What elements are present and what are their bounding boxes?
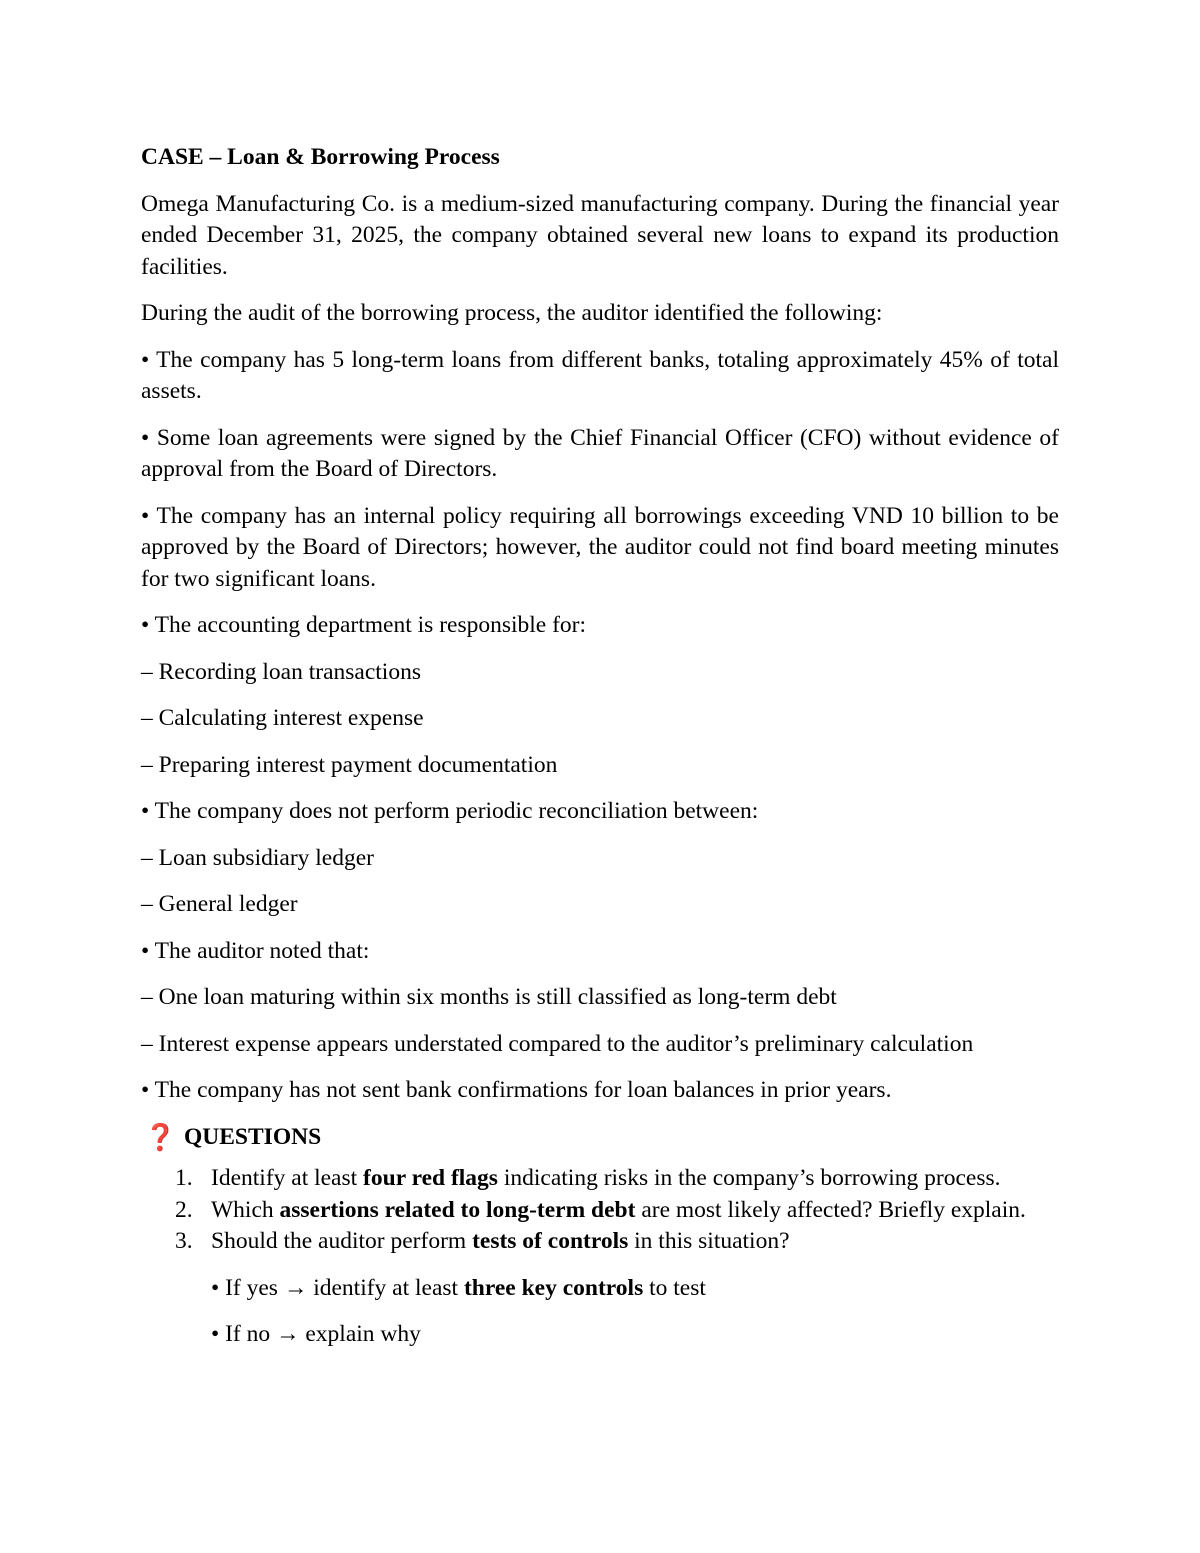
questions-heading-label: QUESTIONS [184, 1123, 322, 1150]
question-text: are most likely affected? Briefly explain. [635, 1196, 1026, 1223]
question-item [175, 1195, 1059, 1227]
finding-sub-item: – Interest expense appears understated compared to the auditor’s preliminary calculation [141, 1030, 974, 1057]
question-item [175, 1226, 1059, 1258]
if-yes-text: to test [643, 1274, 706, 1301]
question-text: in this situation? [628, 1228, 790, 1254]
finding-sub-item: – General ledger [141, 891, 298, 917]
intro-paragraph: Omega Manufacturing Co. is a medium-sized manufacturing company. During the financial year ended December 31, 2025, the company obtained several new loans to expand its production facilities. [141, 190, 1059, 280]
question-mark-icon: ❓ [144, 1122, 177, 1152]
questions-list [141, 1163, 1059, 1258]
question-emphasis: tests of controls [472, 1228, 629, 1254]
question-text: Should the auditor perform [211, 1228, 473, 1254]
question-number: 2. [175, 1196, 193, 1223]
if-yes-bullet [211, 1273, 1059, 1305]
finding-sub-item: – Calculating interest expense [141, 705, 424, 731]
question-text: Which [211, 1196, 280, 1223]
question-number: 1. [175, 1165, 193, 1191]
finding-sub-item: – Recording loan transactions [141, 658, 421, 685]
finding-bullet: • The auditor noted that: [141, 937, 370, 964]
if-no-bullet: • If no → explain why [211, 1321, 421, 1347]
finding-bullet: • The company has not sent bank confirmations for loan balances in prior years. [141, 1077, 892, 1103]
question-emphasis: assertions related to long-term debt [279, 1196, 636, 1223]
audit-lead-paragraph: During the audit of the borrowing process, the auditor identified the following: [141, 300, 883, 326]
finding-bullet: • The company has 5 long-term loans from different banks, totaling approximately 45% of total assets. [141, 346, 1059, 404]
case-title: CASE – Loan & Borrowing Process [141, 144, 500, 170]
document-page [141, 142, 1059, 1351]
finding-sub-item: – One loan maturing within six months is still classified as long-term debt [141, 984, 837, 1010]
question-item [175, 1163, 1059, 1195]
finding-bullet: • The company does not perform periodic reconciliation between: [141, 798, 759, 824]
if-yes-emphasis: three key controls [463, 1274, 644, 1301]
questions-heading [141, 1122, 1059, 1154]
question-number: 3. [175, 1228, 193, 1254]
question-text: indicating risks in the company’s borrowing process. [497, 1165, 1001, 1191]
finding-sub-item: – Loan subsidiary ledger [141, 844, 374, 871]
if-yes-text: • If yes → identify at least [211, 1274, 464, 1301]
finding-sub-item: – Preparing interest payment documentation [141, 751, 558, 778]
question-emphasis: four red flags [363, 1165, 498, 1191]
question-text: Identify at least [211, 1165, 364, 1191]
finding-bullet: • The company has an internal policy requiring all borrowings exceeding VND 10 billion to be approved by the Board of Directors; however, the auditor could not find board meeting minutes for two significant loans. [141, 502, 1059, 592]
finding-bullet: • The accounting department is responsible for: [141, 612, 587, 638]
finding-bullet: • Some loan agreements were signed by the Chief Financial Officer (CFO) without evidence of approval from the Board of Directors. [141, 424, 1059, 482]
